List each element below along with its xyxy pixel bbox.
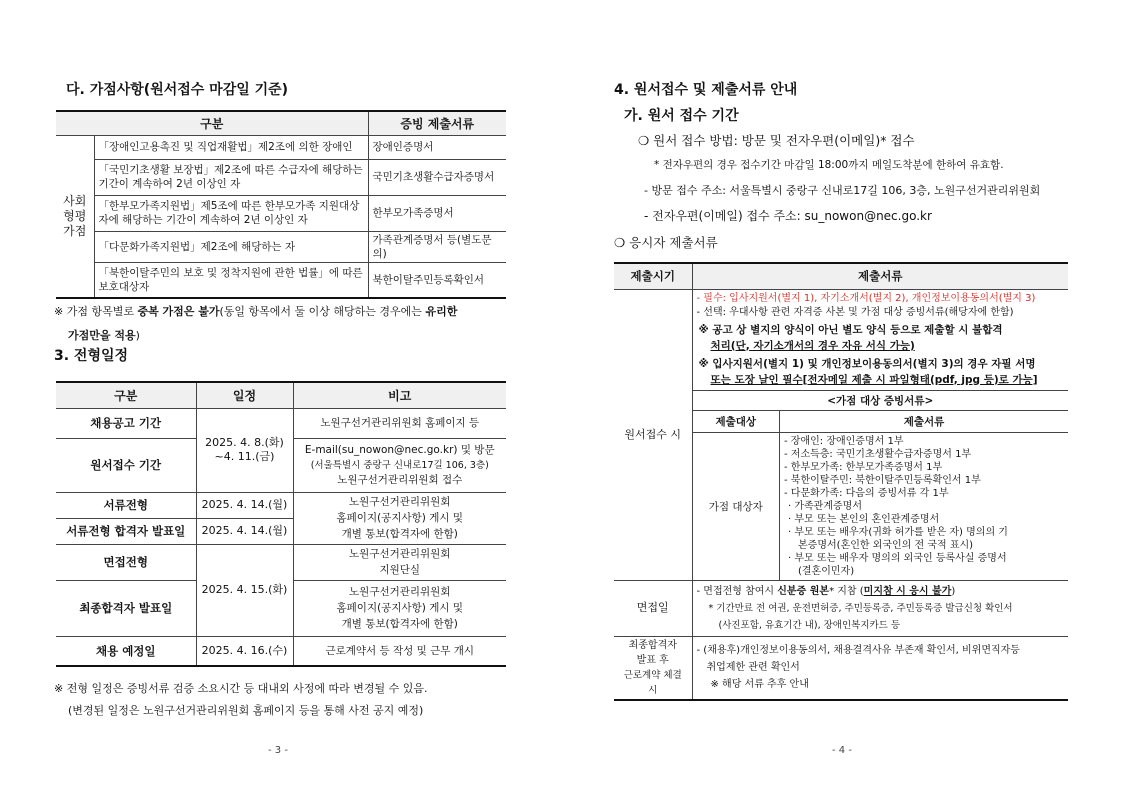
docs-header-time: 제출시기 [614, 263, 692, 289]
final-line-2: 취업제한 관련 확인서 [706, 662, 800, 673]
bonus-table [56, 110, 506, 299]
bonus-docs-title: <가점 대상 증빙서류> [693, 390, 1069, 410]
schedule-label-final: 최종합격자 발표일 [56, 580, 196, 636]
bonus-row-desc: 「북한이탈주민의 보호 및 정착지원에 관한 법률」에 따른 보호대상자 [94, 262, 368, 298]
page-4 [560, 0, 1121, 793]
inner-doc-item: - 한부모가족: 한부모가족증명서 1부 [784, 461, 943, 473]
bonus-header-docs: 증빙 제출서류 [368, 111, 506, 135]
schedule-label-hire: 채용 예정일 [56, 636, 196, 666]
bonus-row-desc: 「장애인고용촉진 및 직업재활법」제2조에 의한 장애인 [94, 135, 368, 159]
section-4-title: 4. 원서접수 및 제출서류 안내 [614, 82, 798, 98]
inner-doc-item: · 가족관계증명서 [788, 500, 862, 512]
visit-address: - 방문 접수 주소: 서울특별시 중랑구 신내로17길 106, 3층, 노원구선거관리위원회 [644, 184, 1041, 197]
final-line-3: ※ 해당 서류 추후 안내 [710, 679, 809, 690]
bonus-row-doc: 북한이탈주민등록확인서 [368, 262, 506, 298]
inner-header-docs: 제출서류 [780, 410, 1069, 432]
schedule-label-posting: 채용공고 기간 [56, 408, 196, 438]
schedule-note-screening: 노원구선거관리위원회 홈페이지(공지사항) 게시 및 개별 통보(합격자에 한함) [293, 492, 506, 544]
inner-doc-item: - 장애인: 장애인증명서 1부 [784, 435, 904, 447]
bonus-row-doc: 한부모가족증명서 [368, 195, 506, 231]
docs-label-final: 최종합격자 발표 후 근로계약 체결 시 [614, 636, 692, 700]
docs-final-cell [692, 636, 1068, 700]
schedule-label-screening-result: 서류전형 합격자 발표일 [56, 518, 196, 544]
schedule-date-hire: 2025. 4. 16.(수) [196, 636, 293, 666]
schedule-label-apply: 원서접수 기간 [56, 438, 196, 492]
inner-doc-item: - 저소득층: 국민기초생활수급자증명서 1부 [784, 448, 972, 460]
docs-header-docs: 제출서류 [692, 263, 1068, 289]
inner-doc-item: 본증명서(혼인한 외국인의 전 국적 표시) [798, 539, 974, 551]
bonus-category: 사회 형평 가점 [56, 135, 94, 298]
final-line-1: - (채용후)개인정보이용동의서, 채용결격사유 부존재 확인서, 비위면직자등 [696, 645, 1020, 656]
bonus-row-doc: 장애인증명서 [368, 135, 506, 159]
schedule-date-screening-result: 2025. 4. 14.(월) [196, 518, 293, 544]
schedule-label-interview: 면접전형 [56, 544, 196, 580]
interview-line-2: * 기간만료 전 여권, 운전면허증, 주민등록증, 주민등록증 발급신청 확인서 [708, 602, 1013, 614]
inner-doc-item: · 부모 또는 배우자(귀화 허가를 받은 자) 명의의 기 [788, 526, 1008, 538]
inner-header-target: 제출대상 [693, 410, 780, 432]
docs-apply-cell [692, 289, 1068, 580]
schedule-note-interview: 노원구선거관리위원회 지원단실 [293, 544, 506, 580]
bonus-header-category: 구분 [56, 111, 368, 135]
schedule-header-note: 비고 [293, 382, 506, 408]
page-3 [0, 0, 560, 793]
page-number: - 3 - [268, 745, 288, 756]
section-3-title: 3. 전형일정 [54, 348, 129, 364]
schedule-date-interview-final: 2025. 4. 15.(화) [196, 544, 293, 636]
schedule-note-final: 노원구선거관리위원회 홈페이지(공지사항) 게시 및 개별 통보(합격자에 한함) [293, 580, 506, 636]
method-line: ❍ 원서 접수 방법: 방문 및 전자우편(이메일)* 접수 [638, 133, 915, 148]
docs-label-apply: 원서접수 시 [614, 289, 692, 580]
inner-doc-item: - 북한이탈주민: 북한이탈주민등록확인서 1부 [784, 474, 981, 486]
inner-target: 가점 대상자 [693, 432, 780, 580]
interview-line-1: - 면접전형 참여시 신분증 원본* 지참 (미지참 시 응시 불가) [696, 585, 956, 597]
applicant-docs-title: ❍ 응시자 제출서류 [614, 235, 718, 250]
warning-form: ※ 공고 상 별지의 양식이 아닌 별도 양식 등으로 제출할 시 불합격 처리(단, 자기소개서의 경우 자유 서식 가능) [698, 323, 1003, 352]
docs-label-interview: 면접일 [614, 580, 692, 636]
schedule-note-hire: 근로계약서 등 작성 및 근무 개시 [293, 636, 506, 666]
sub-ga-title: 가. 원서 접수 기간 [624, 108, 739, 124]
inner-docs-list [780, 432, 1069, 580]
email-address: - 전자우편(이메일) 접수 주소: su_nowon@nec.go.kr [644, 209, 932, 223]
bonus-row-doc: 가족관계증명서 등(별도문의) [368, 231, 506, 262]
bonus-row-desc: 「한부모가족지원법」제5조에 따른 한부모가족 지원대상자에 해당하는 기간이 계속하여 2년 이상인 자 [94, 195, 368, 231]
schedule-date-posting-apply: 2025. 4. 8.(화) ~4. 11.(금) [196, 408, 293, 492]
schedule-date-screening: 2025. 4. 14.(월) [196, 492, 293, 518]
docs-interview-cell [692, 580, 1068, 636]
bonus-note: ※ 가점 항목별로 중복 가점은 불가(동일 항목에서 둘 이상 해당하는 경우에는 유리한 가점만을 적용) [54, 305, 458, 342]
bonus-row-desc: 「다문화가족지원법」제2조에 해당하는 자 [94, 231, 368, 262]
required-docs: - 필수: 입사지원서(별지 1), 자기소개서(별지 2), 개인정보이용동의서(별지 3) [696, 292, 1036, 304]
docs-table [614, 262, 1068, 701]
page-number: - 4 - [832, 745, 852, 756]
inner-doc-item: · 부모 또는 본인의 혼인관계증명서 [788, 513, 940, 525]
schedule-note: ※ 전형 일정은 증빙서류 검증 소요시간 등 대내외 사정에 따라 변경될 수 있음. (변경된 일정은 노원구선거관리위원회 홈페이지 등을 통해 사전 공지 예정) [54, 682, 428, 717]
warning-signature: ※ 입사지원서(별지 1) 및 개인정보이용동의서(별지 3)의 경우 자필 서명 또는 도장 날인 필수[전자메일 제출 시 파일형태(pdf, jpg 등)로 가능] [698, 357, 1038, 386]
schedule-note-posting: 노원구선거관리위원회 홈페이지 등 [293, 408, 506, 438]
inner-doc-item: (결혼이민자) [798, 565, 855, 577]
section-da-title: 다. 가점사항(원서접수 마감일 기준) [66, 82, 289, 98]
inner-doc-item: - 다문화가족: 다음의 증빙서류 각 1부 [784, 487, 949, 499]
interview-line-3: (사진포함, 유효기간 내), 장애인복지카드 등 [718, 619, 901, 631]
optional-docs: - 선택: 우대사항 관련 자격증 사본 및 가점 대상 증빙서류(해당자에 한함) [696, 306, 1014, 318]
inner-bonus-table [693, 410, 1069, 580]
bonus-row-doc: 국민기초생활수급자증명서 [368, 159, 506, 195]
schedule-header-date: 일정 [196, 382, 293, 408]
method-note: * 전자우편의 경우 접수기간 마감일 18:00까지 메일도착분에 한하여 유효함. [654, 159, 1004, 171]
bonus-row-desc: 「국민기초생활 보장법」제2조에 따른 수급자에 해당하는 기간이 계속하여 2년 이상인 자 [94, 159, 368, 195]
schedule-table [56, 381, 506, 667]
inner-doc-item: · 부모 또는 배우자 명의의 외국인 등록사실 증명서 [788, 552, 1007, 564]
schedule-note-apply: E-mail(su_nowon@nec.go.kr) 및 방문 (서울특별시 중랑구 신내로17길 106, 3층) 노원구선거관리위원회 접수 [293, 438, 506, 492]
schedule-header-category: 구분 [56, 382, 196, 408]
schedule-label-screening: 서류전형 [56, 492, 196, 518]
